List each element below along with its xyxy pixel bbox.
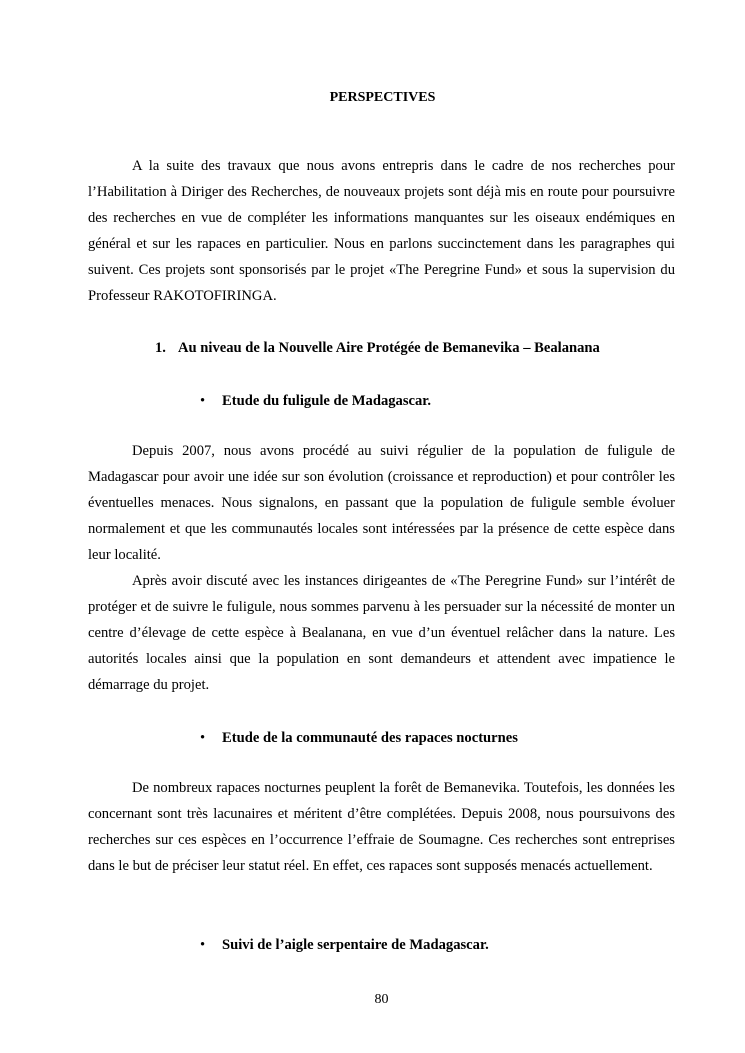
bullet-icon: • [200, 393, 206, 409]
bullet-heading-text: Etude de la communauté des rapaces nocturnes [222, 730, 518, 746]
bullet-heading-text: Suivi de l’aigle serpentaire de Madagascar. [222, 937, 489, 953]
rapaces-paragraph-1 [88, 776, 675, 880]
section-number: 1. [155, 340, 166, 356]
bullet-heading-rapaces [200, 729, 518, 747]
bullet-icon: • [200, 730, 206, 746]
intro-paragraph-text: A la suite des travaux que nous avons entrepris dans le cadre de nos recherches pour l’Habilitation à Diriger des Recherches, de nouveaux projets sont déjà mis en route pour poursuivre des recherches en vue de compléter les informations manquantes sur les oiseaux endémiques en général et sur les rapaces en particulier. Nous en parlons succinctement dans les paragraphes qui suivent. Ces projets sont sponsorisés par le projet «The Peregrine Fund» et sous la supervision du Professeur RAKOTOFIRINGA. [88, 158, 675, 304]
section-heading-1 [155, 339, 600, 357]
page-number: 80 [374, 992, 389, 1007]
bullet-icon: • [200, 937, 206, 953]
fuligule-paragraph-1 [88, 439, 675, 569]
bullet-heading-fuligule [200, 392, 431, 410]
fuligule-paragraph-2 [88, 569, 675, 699]
page-title: PERSPECTIVES [329, 90, 436, 105]
section-heading-text: Au niveau de la Nouvelle Aire Protégée de Bemanevika – Bealanana [178, 340, 600, 356]
fuligule-paragraph-2-text: Après avoir discuté avec les instances dirigeantes de «The Peregrine Fund» sur l’intérêt de protéger et de suivre le fuligule, nous sommes parvenu à les persuader sur la nécessité de monter un centre d’élevage de cette espèce à Bealanana, en vue d’un éventuel relâcher dans la nature. Les autorités locales ainsi que la population en sont demandeurs et attendent avec impatience le démarrage du projet. [88, 573, 675, 693]
intro-paragraph [88, 154, 675, 309]
bullet-heading-aigle [200, 936, 489, 954]
fuligule-paragraph-1-text: Depuis 2007, nous avons procédé au suivi régulier de la population de fuligule de Madagascar pour avoir une idée sur son évolution (croissance et reproduction) et pour contrôler les éventuelles menaces. Nous signalons, en passant que la population de fuligule semble évoluer normalement et que les communautés locales sont intéressées par la présence de cette espèce dans leur localité. [88, 443, 675, 563]
rapaces-paragraph-1-text: De nombreux rapaces nocturnes peuplent la forêt de Bemanevika. Toutefois, les données les concernant sont très lacunaires et méritent d’être complétées. Depuis 2008, nous poursuivons des recherches sur ces espèces en l’occurrence l’effraie de Soumagne. Ces recherches sont entreprises dans le but de préciser leur statut réel. En effet, ces rapaces sont supposés menacés actuellement. [88, 780, 675, 874]
bullet-heading-text: Etude du fuligule de Madagascar. [222, 393, 432, 409]
